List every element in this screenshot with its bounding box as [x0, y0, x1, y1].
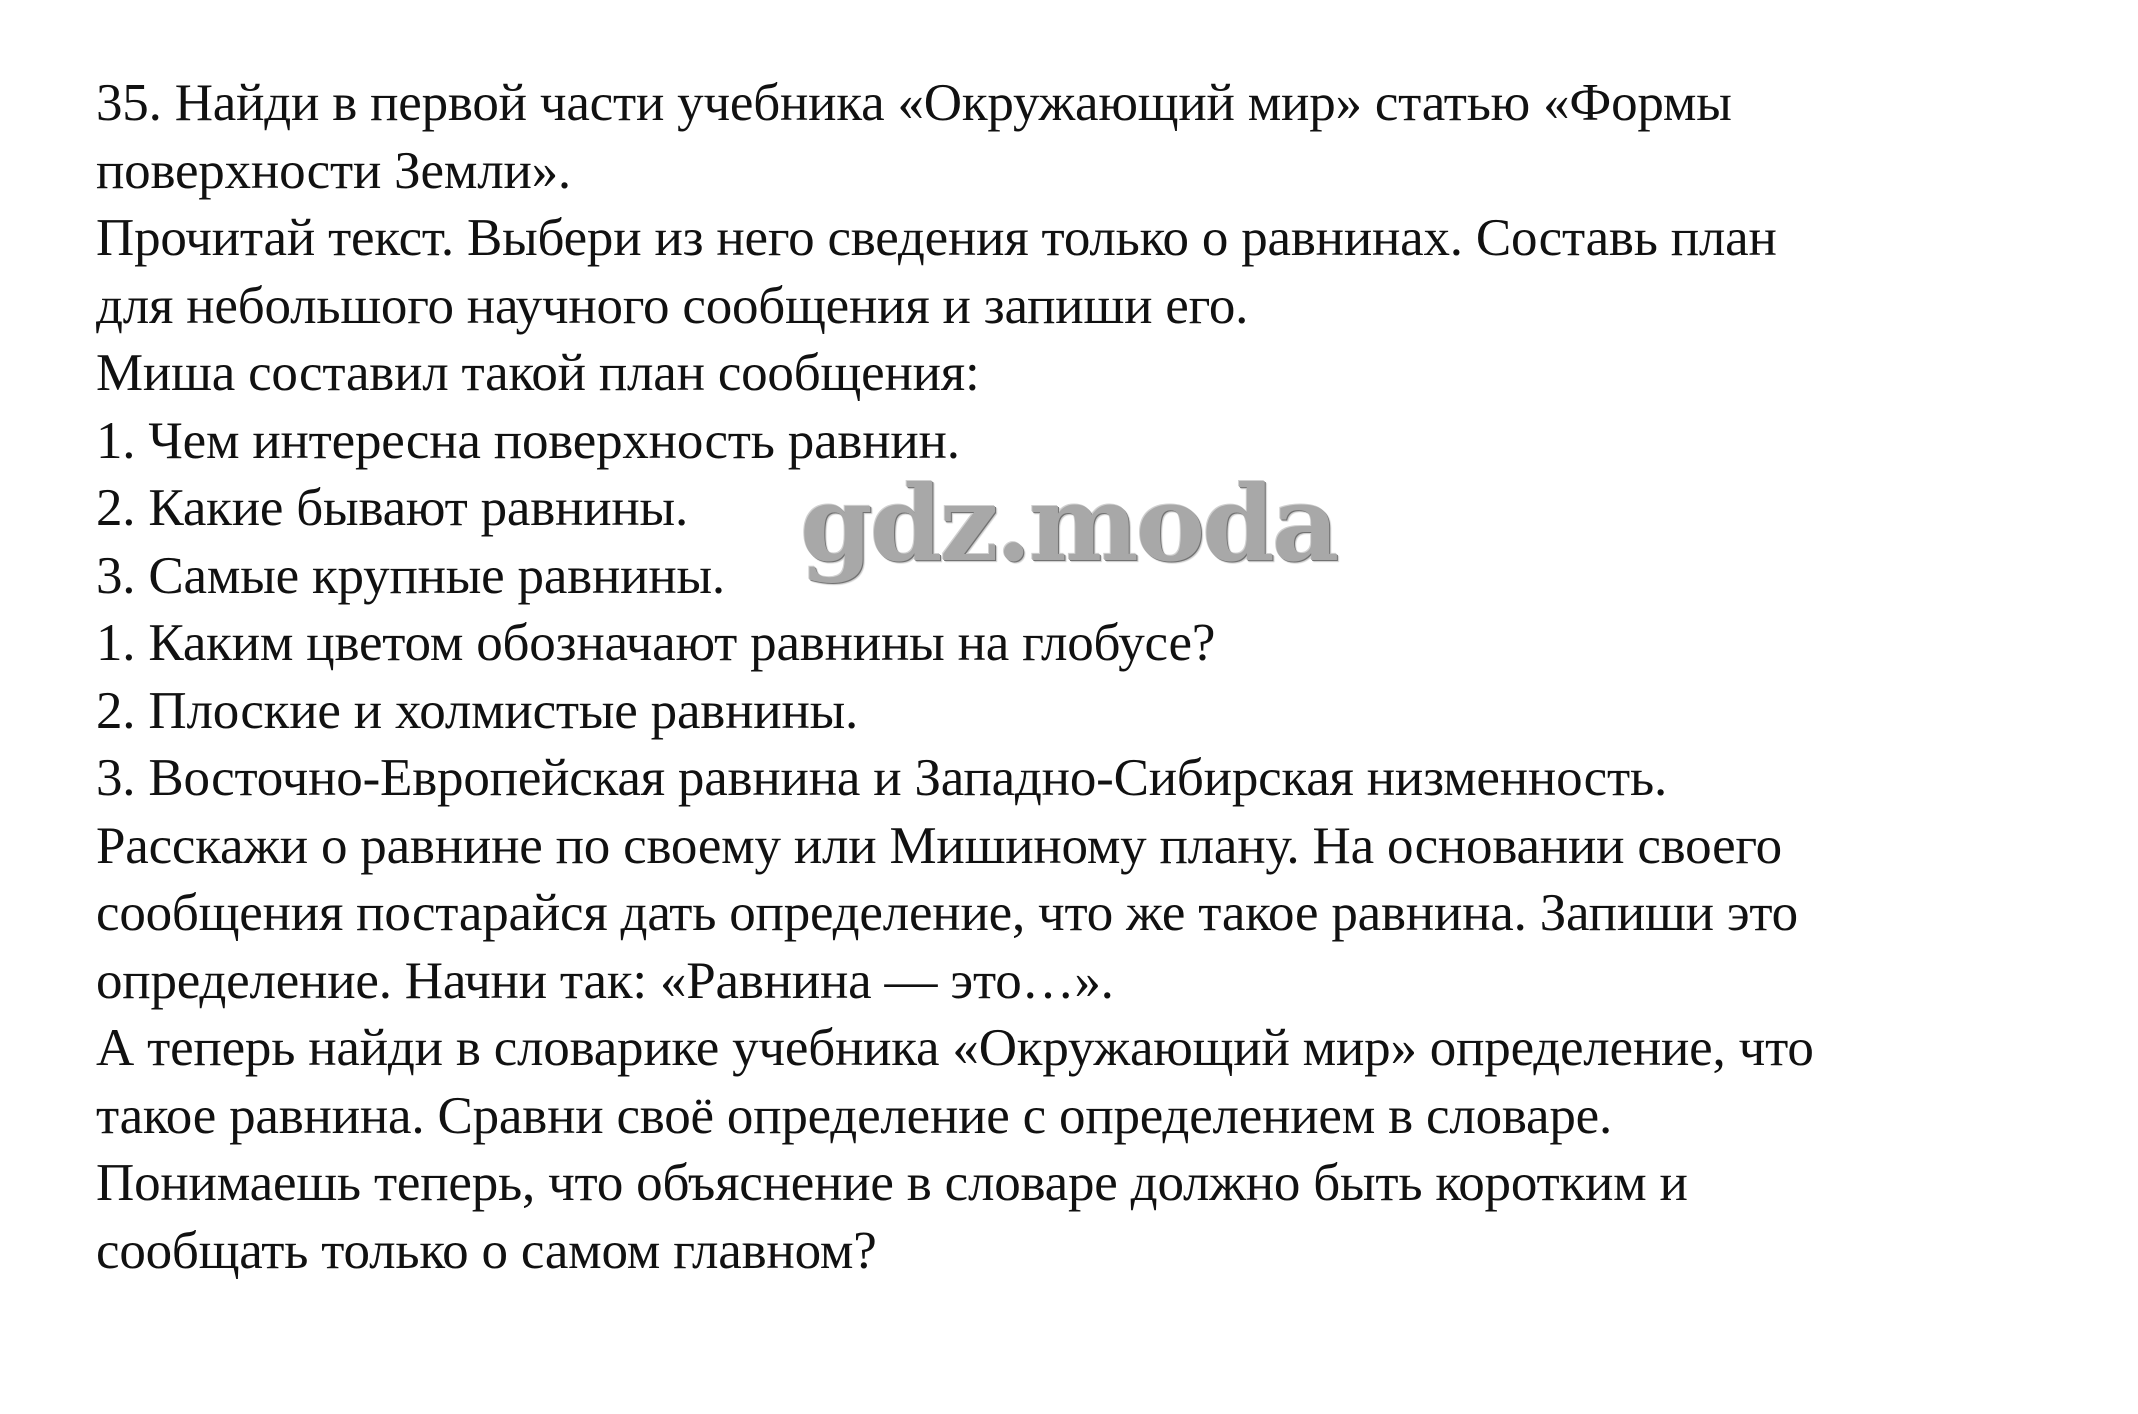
- exercise-text: [96, 70, 2096, 1285]
- text-line: 2. Какие бывают равнины.: [96, 479, 688, 537]
- text-line: 2. Плоские и холмистые равнины.: [96, 681, 859, 740]
- text-line: сообщать только о самом главном?: [96, 1221, 877, 1280]
- text-line: Понимаешь теперь, что объяснение в словаре должно быть коротким и: [96, 1154, 1688, 1212]
- text-line: 1. Чем интересна поверхность равнин.: [96, 411, 960, 470]
- text-line: 3. Восточно-Европейская равнина и Западно-Сибирская низменность.: [96, 749, 1667, 807]
- text-line: такое равнина. Сравни своё определение с определением в словаре.: [96, 1086, 1612, 1145]
- text-line: для небольшого научного сообщения и запиши его.: [96, 276, 1249, 335]
- text-line: 1. Каким цветом обозначают равнины на глобусе?: [96, 614, 1216, 672]
- text-line: 3. Самые крупные равнины.: [96, 546, 725, 605]
- text-line: сообщения постарайся дать определение, что же такое равнина. Запиши это: [96, 884, 1798, 942]
- text-line: поверхности Земли».: [96, 141, 571, 200]
- text-line: Прочитай текст. Выбери из него сведения только о равнинах. Составь план: [96, 209, 1777, 267]
- text-line: А теперь найди в словарике учебника «Окружающий мир» определение, что: [96, 1019, 1814, 1077]
- watermark-logo: gdz.moda: [800, 462, 1337, 585]
- text-line: 35. Найди в первой части учебника «Окружающий мир» статью «Формы: [96, 74, 1732, 132]
- text-line: определение. Начни так: «Равнина — это…».: [96, 951, 1114, 1010]
- text-line: Миша составил такой план сообщения:: [96, 344, 980, 402]
- text-line: Расскажи о равнине по своему или Мишиному плану. На основании своего: [96, 816, 1782, 875]
